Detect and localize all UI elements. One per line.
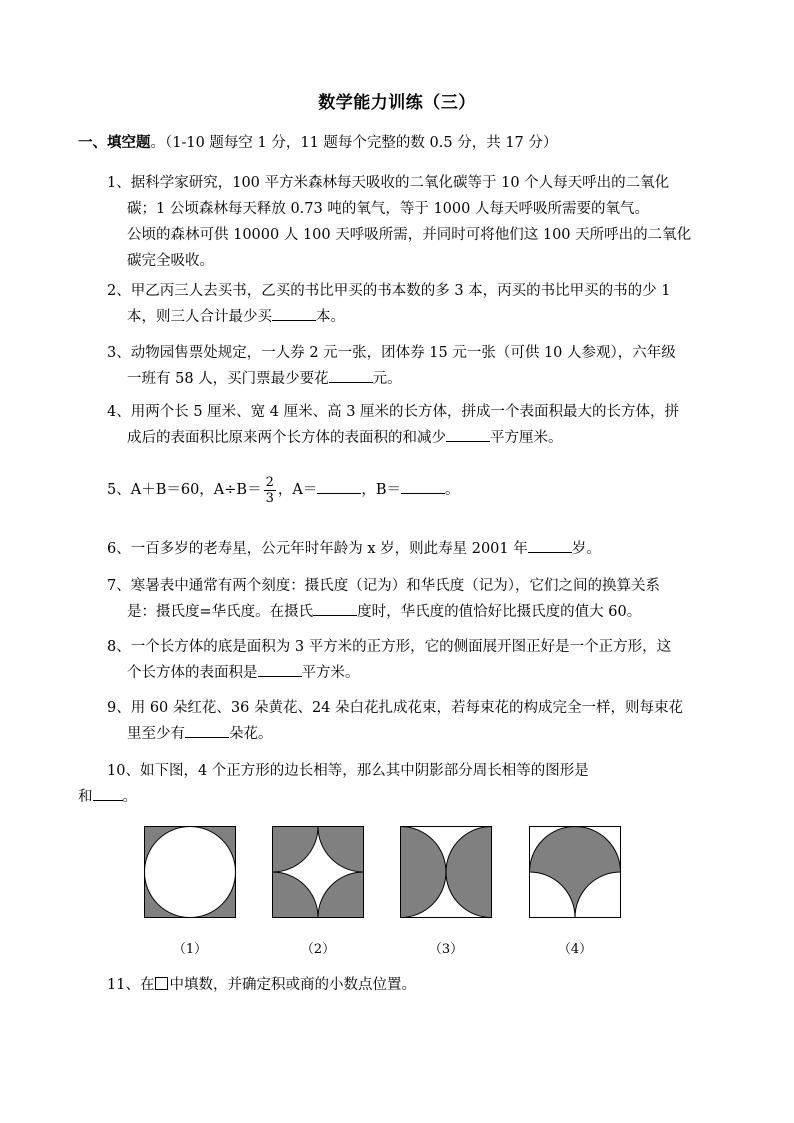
figure-4-caption: （4）: [557, 942, 593, 957]
figure-1-caption: （1）: [172, 942, 208, 957]
q5-text-a: 5、A＋B＝60，A÷B＝: [107, 482, 262, 498]
q1-line-4: 碳完全吸收。: [127, 253, 214, 269]
q7-line-1: 7、寒暑表中通常有两个刻度：摄氏度（记为）和华氏度（记为），它们之间的换算关系: [107, 578, 660, 594]
question-10: [78, 758, 720, 810]
q7-line-2: [107, 599, 719, 625]
q2-line-2: [107, 304, 719, 330]
answer-blank[interactable]: [185, 723, 229, 738]
answer-blank[interactable]: [313, 601, 357, 616]
q10-line-2: [78, 784, 720, 810]
figure-3-caption: （3）: [428, 942, 464, 957]
answer-blank[interactable]: [446, 427, 490, 442]
q1-line-3: 公顷的森林可供 10000 人 100 天呼吸所需，并同时可将他们这 100 天所呼出的二氧化: [127, 227, 692, 243]
q3-line-1: 3、动物园售票处规定，一人券 2 元一张，团体券 15 元一张（可供 10 人参观），六年级: [107, 345, 676, 361]
figure-row: [0, 826, 794, 966]
q9-text-b: 朵花。: [229, 726, 273, 742]
figure-4-drawing: [529, 826, 621, 918]
question-11: [107, 972, 719, 998]
answer-blank[interactable]: [258, 662, 302, 677]
q8-line-2: [107, 660, 719, 686]
question-6: [107, 536, 719, 562]
q3-line-2: [107, 366, 719, 392]
section-note: 。（1-10 题每空 1 分，11 题每个完整的数 0.5 分，共 17 分）: [150, 135, 558, 151]
answer-blank[interactable]: [528, 538, 572, 553]
figure-3: [400, 826, 492, 918]
q7-text-b: 度时，华氏度的值恰好比摄氏度的值大 60。: [357, 604, 642, 620]
answer-blank-b[interactable]: [401, 479, 445, 494]
q2-text-a: 本，则三人合计最少买: [127, 309, 272, 325]
fraction-numerator: 2: [265, 474, 274, 490]
answer-blank[interactable]: [93, 786, 123, 801]
fraction: [264, 475, 276, 506]
figure-1: [144, 826, 236, 918]
answer-blank[interactable]: [272, 306, 316, 321]
q5-text-d: 。: [445, 482, 460, 498]
q1-line-1: 1、据科学家研究，100 平方米森林每天吸收的二氧化碳等于 10 个人每天呼出的二氧化: [107, 175, 670, 191]
q3-text-a: 一班有 58 人，买门票最少要花: [127, 371, 329, 387]
q5-text-c: ，B＝: [361, 482, 402, 498]
figure-2: [272, 826, 364, 918]
q4-text-a: 成后的表面积比原来两个长方体的表面积的和减少: [127, 430, 446, 446]
question-2: [107, 278, 719, 330]
q8-line-1: 8、一个长方体的底是面积为 3 平方米的正方形，它的侧面展开图正好是一个正方形，这: [107, 639, 672, 655]
answer-blank[interactable]: [329, 368, 373, 383]
q8-text-a: 个长方体的表面积是: [127, 665, 258, 681]
empty-box-icon: [155, 977, 168, 990]
q4-line-2: [107, 425, 719, 451]
q10-line-1: 10、如下图，4 个正方形的边长相等，那么其中阴影部分周长相等的图形是: [107, 763, 589, 779]
section-heading: [78, 131, 557, 152]
question-1: [107, 170, 719, 274]
figure-2-caption: （2）: [300, 942, 336, 957]
question-4: [107, 399, 719, 451]
q10-text-a: 和: [78, 789, 93, 805]
q11-text-b: 中填数，并确定积或商的小数点位置。: [169, 977, 416, 993]
question-8: [107, 634, 719, 686]
q9-line-1: 9、用 60 朵红花、36 朵黄花、24 朵白花扎成花束，若每束花的构成完全一样，则每束花: [107, 700, 684, 716]
q1-line-2: 碳；1 公顷森林每天释放 0.73 吨的氧气，等于 1000 人每天呼吸所需要的氧气。: [127, 201, 649, 217]
question-9: [107, 695, 719, 747]
section-label: 一、填空题: [78, 134, 151, 151]
q8-text-b: 平方米。: [301, 665, 360, 681]
q4-line-1: 4、用两个长 5 厘米、宽 4 厘米、高 3 厘米的长方体，拼成一个表面积最大的长方体，拼: [107, 404, 680, 420]
question-5: [107, 472, 719, 508]
page-title: 数学能力训练（三）: [318, 93, 476, 113]
q9-line-2: [107, 721, 719, 747]
figure-1-drawing: [144, 826, 236, 918]
q10-text-b: 。: [122, 789, 137, 805]
q6-text-b: 岁。: [571, 541, 601, 557]
answer-blank-a[interactable]: [317, 479, 361, 494]
q6-text-a: 6、一百多岁的老寿星，公元年时年龄为 x 岁，则此寿星 2001 年: [107, 541, 528, 557]
figure-3-drawing: [400, 826, 492, 918]
q2-line-1: 2、甲乙丙三人去买书，乙买的书比甲买的书本数的多 3 本，丙买的书比甲买的书的少 1: [107, 283, 671, 299]
q5-text-b: ，A＝: [277, 482, 318, 498]
question-7: [107, 573, 719, 625]
q11-text-a: 11、在: [107, 977, 155, 993]
figure-4: [529, 826, 621, 918]
q4-text-b: 平方厘米。: [490, 430, 563, 446]
q9-text-a: 里至少有: [127, 726, 185, 742]
q2-text-b: 本。: [316, 309, 345, 325]
q7-text-a: 是：摄氏度=华氏度。在摄氏: [127, 604, 314, 620]
question-3: [107, 340, 719, 392]
q3-text-b: 元。: [372, 371, 402, 387]
figure-2-drawing: [272, 826, 364, 918]
fraction-denominator: 3: [265, 490, 274, 506]
